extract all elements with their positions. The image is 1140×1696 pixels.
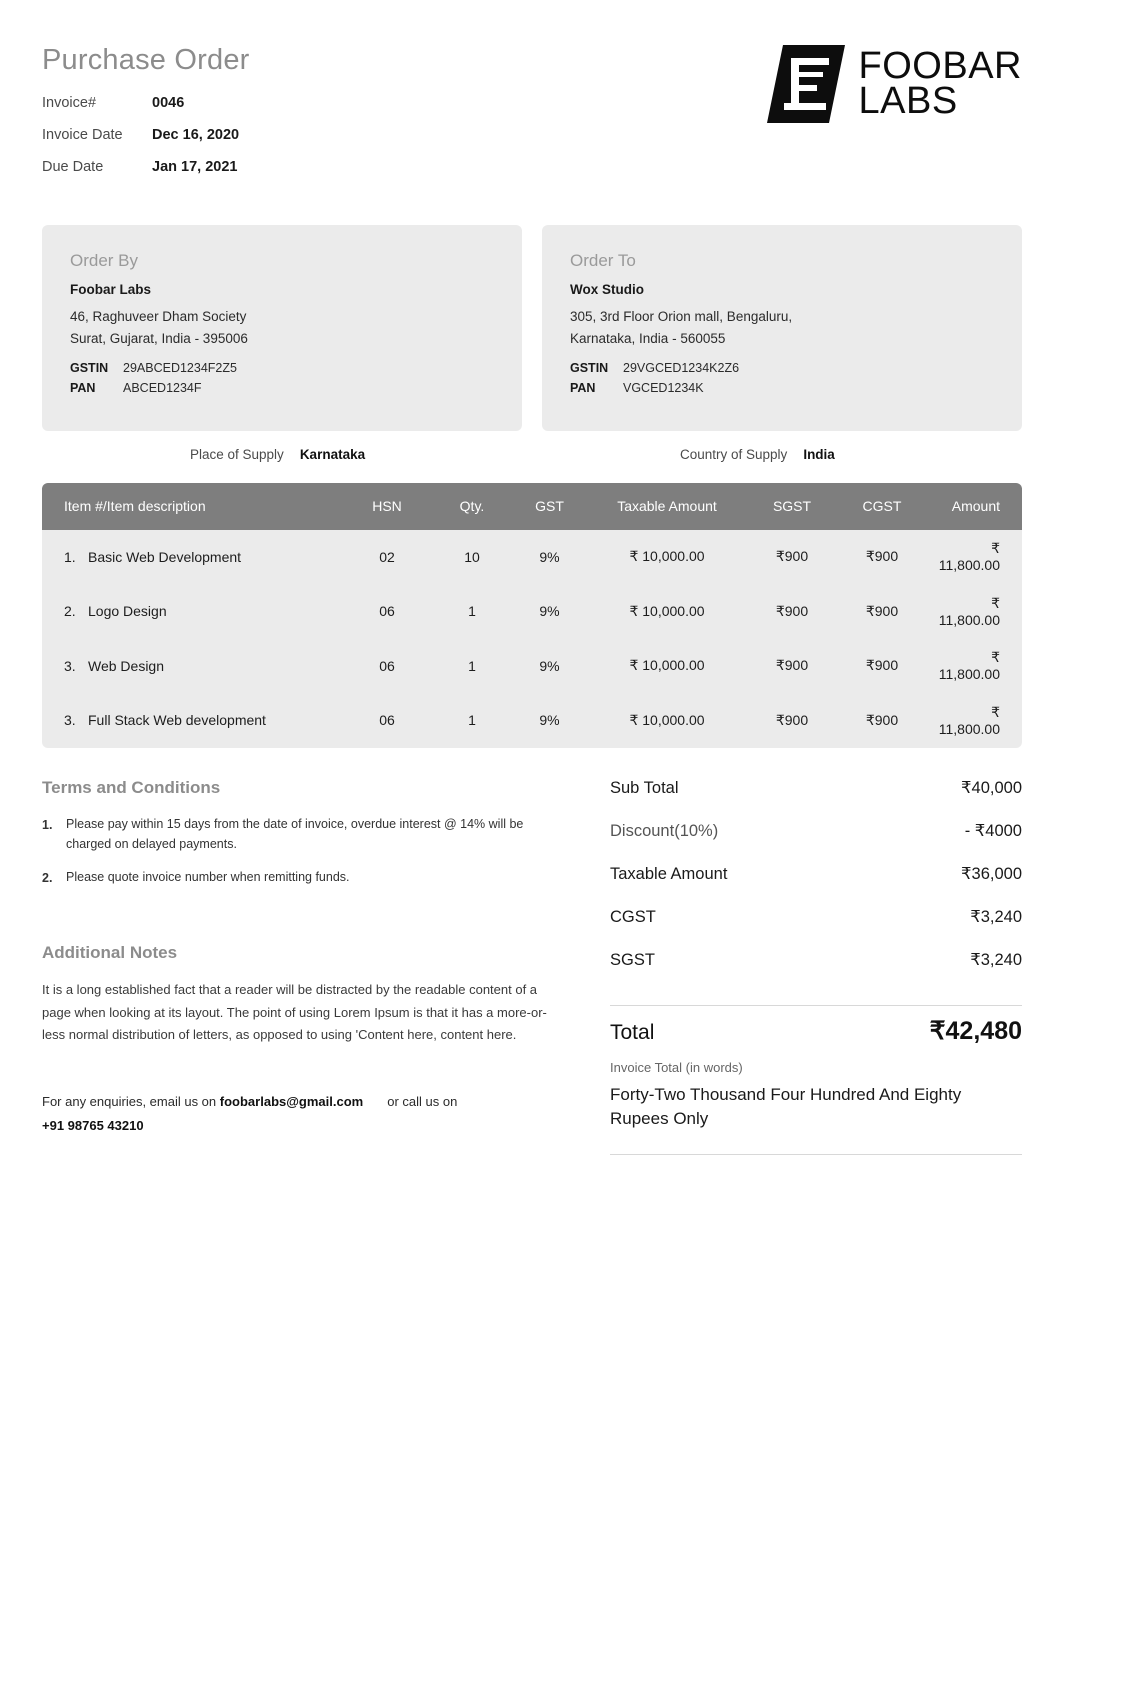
logo-wordmark bbox=[858, 45, 1022, 122]
sgst-value: ₹3,240 bbox=[970, 950, 1022, 969]
place-of-supply-label: Place of Supply bbox=[190, 446, 284, 462]
due-date-value: Jan 17, 2021 bbox=[152, 159, 238, 175]
item-description: Web Design bbox=[88, 657, 165, 674]
cell-gst: 9% bbox=[539, 603, 560, 620]
item-index: 3. bbox=[64, 657, 76, 674]
invoice-total-words-label: Invoice Total (in words) bbox=[610, 1059, 743, 1075]
column-header-description: Item #/Item description bbox=[64, 498, 206, 515]
item-index: 2. bbox=[64, 603, 76, 620]
cell-gst: 9% bbox=[539, 657, 560, 674]
cell-sgst: ₹900 bbox=[775, 657, 809, 674]
cell-cgst: ₹900 bbox=[865, 711, 899, 728]
discount-value: - ₹4000 bbox=[964, 821, 1022, 840]
taxable-amount-value: ₹36,000 bbox=[961, 864, 1022, 883]
cell-taxable: ₹ 10,000.00 bbox=[629, 711, 705, 728]
item-description: Basic Web Development bbox=[88, 548, 242, 565]
column-header-amount: Amount bbox=[951, 498, 1000, 515]
cell-amount: ₹ 11,800.00 bbox=[938, 649, 1000, 683]
column-header-hsn: HSN bbox=[372, 498, 402, 515]
taxable-amount-label: Taxable Amount bbox=[610, 864, 728, 883]
page-title: Purchase Order bbox=[42, 44, 250, 76]
invoice-number-value: 0046 bbox=[152, 95, 185, 111]
item-description: Logo Design bbox=[88, 603, 167, 620]
order-to-address-line1: 305, 3rd Floor Orion mall, Bengaluru, bbox=[570, 309, 793, 324]
grand-total-label: Total bbox=[610, 1020, 655, 1044]
cell-sgst: ₹900 bbox=[775, 602, 809, 619]
cell-sgst: ₹900 bbox=[775, 711, 809, 728]
total-row-sgst bbox=[610, 950, 1022, 993]
table-row bbox=[42, 530, 1022, 585]
company-logo bbox=[767, 45, 1022, 123]
order-to-card bbox=[542, 225, 1022, 431]
contact-phone[interactable]: +91 98765 43210 bbox=[42, 1117, 144, 1133]
contact-line bbox=[42, 1090, 562, 1137]
notes-body: It is a long established fact that a reader will be distracted by the readable content of a page when looking at its layout. The point of using Lorem Ipsum is that it has a more-or-less normal distribution of letters, as opposed to using 'Content here, content here. bbox=[42, 982, 547, 1042]
table-row bbox=[42, 584, 1022, 639]
terms-item: Please quote invoice number when remitting funds. bbox=[66, 870, 350, 885]
cell-qty: 1 bbox=[468, 603, 476, 620]
supply-row bbox=[42, 447, 1022, 469]
cell-gst: 9% bbox=[539, 548, 560, 565]
invoice-date-value: Dec 16, 2020 bbox=[152, 127, 240, 143]
cell-description bbox=[42, 658, 342, 674]
cell-taxable: ₹ 10,000.00 bbox=[629, 602, 705, 619]
order-by-heading: Order By bbox=[70, 251, 139, 270]
invoice-total-words-value: Forty-Two Thousand Four Hundred And Eighty Rupees Only bbox=[610, 1084, 962, 1129]
order-by-name: Foobar Labs bbox=[70, 282, 152, 297]
column-header-gst: GST bbox=[535, 498, 564, 515]
table-row bbox=[42, 693, 1022, 748]
foobar-f-mark-icon bbox=[767, 45, 845, 123]
sub-total-label: Sub Total bbox=[610, 778, 679, 797]
order-to-name: Wox Studio bbox=[570, 282, 644, 297]
country-of-supply bbox=[532, 447, 1022, 469]
cell-hsn: 06 bbox=[379, 603, 395, 620]
order-by-address bbox=[70, 306, 494, 351]
order-by-gstin-label: GSTIN bbox=[70, 360, 109, 375]
cell-qty: 1 bbox=[468, 657, 476, 674]
place-of-supply-value: Karnataka bbox=[299, 446, 366, 462]
cell-hsn: 06 bbox=[379, 657, 395, 674]
meta-row-invoice-date bbox=[42, 127, 1022, 149]
totals-bottom-divider bbox=[610, 1154, 1022, 1155]
order-to-pan-label: PAN bbox=[570, 380, 596, 395]
sub-total-value: ₹40,000 bbox=[961, 778, 1022, 797]
terms-item: Please pay within 15 days from the date of invoice, overdue interest @ 14% will be charged on delayed payments. bbox=[66, 816, 524, 851]
country-of-supply-label: Country of Supply bbox=[680, 446, 788, 462]
order-by-pan-label: PAN bbox=[70, 380, 96, 395]
parties-section bbox=[42, 225, 1022, 431]
cell-amount: ₹ 11,800.00 bbox=[938, 703, 1000, 737]
order-by-gstin-value: 29ABCED1234F2Z5 bbox=[123, 360, 237, 375]
column-header-sgst: SGST bbox=[772, 498, 812, 515]
cell-hsn: 02 bbox=[379, 548, 395, 565]
cell-hsn: 06 bbox=[379, 712, 395, 729]
terms-title: Terms and Conditions bbox=[42, 777, 221, 797]
order-to-address bbox=[570, 306, 994, 351]
grand-total-row bbox=[610, 1016, 1022, 1046]
place-of-supply bbox=[42, 447, 532, 469]
item-description: Full Stack Web development bbox=[88, 712, 266, 729]
document-header bbox=[42, 0, 1022, 181]
totals-column bbox=[562, 778, 1022, 1155]
order-to-gstin-value: 29VGCED1234K2Z6 bbox=[623, 360, 740, 375]
cell-qty: 1 bbox=[468, 712, 476, 729]
sgst-label: SGST bbox=[610, 950, 655, 969]
order-to-gstin-row bbox=[570, 361, 994, 375]
invoice-date-label: Invoice Date bbox=[42, 127, 123, 143]
order-by-pan-row bbox=[70, 381, 494, 395]
cell-amount: ₹ 11,800.00 bbox=[938, 594, 1000, 628]
total-row-sub-total bbox=[610, 778, 1022, 821]
logo-line-1: FOOBAR bbox=[858, 45, 1022, 88]
contact-middle: or call us on bbox=[387, 1094, 458, 1110]
order-by-address-line2: Surat, Gujarat, India - 395006 bbox=[70, 331, 248, 347]
order-by-card bbox=[42, 225, 522, 431]
cell-description bbox=[42, 603, 342, 619]
contact-email[interactable]: foobarlabs@gmail.com bbox=[219, 1094, 364, 1110]
totals-divider bbox=[610, 1005, 1022, 1006]
notes-title: Additional Notes bbox=[42, 943, 178, 963]
cell-description bbox=[42, 712, 342, 728]
cell-taxable: ₹ 10,000.00 bbox=[629, 657, 705, 674]
table-row bbox=[42, 639, 1022, 694]
cell-gst: 9% bbox=[539, 712, 560, 729]
cell-amount: ₹ 11,800.00 bbox=[938, 540, 1000, 574]
table-header-row bbox=[42, 483, 1022, 530]
cgst-value: ₹3,240 bbox=[970, 907, 1022, 926]
discount-label: Discount(10%) bbox=[610, 821, 719, 840]
grand-total-value: ₹42,480 bbox=[929, 1016, 1022, 1045]
order-to-address-line2: Karnataka, India - 560055 bbox=[570, 331, 726, 347]
logo-line-2: LABS bbox=[858, 80, 958, 122]
meta-row-due-date bbox=[42, 159, 1022, 181]
order-to-pan-row bbox=[570, 381, 994, 395]
cell-sgst: ₹900 bbox=[775, 548, 809, 565]
order-by-address-line1: 46, Raghuveer Dham Society bbox=[70, 309, 247, 324]
cell-description bbox=[42, 549, 342, 565]
order-by-gstin-row bbox=[70, 361, 494, 375]
item-index: 3. bbox=[64, 712, 76, 729]
item-index: 1. bbox=[64, 548, 76, 565]
cgst-label: CGST bbox=[610, 907, 656, 926]
cell-qty: 10 bbox=[464, 548, 480, 565]
cell-cgst: ₹900 bbox=[865, 548, 899, 565]
column-header-taxable: Taxable Amount bbox=[617, 498, 717, 515]
items-table bbox=[42, 483, 1022, 748]
order-to-pan-value: VGCED1234K bbox=[623, 380, 704, 395]
terms-list bbox=[42, 814, 562, 888]
additional-notes bbox=[42, 943, 562, 1046]
order-to-gstin-label: GSTIN bbox=[570, 360, 609, 375]
total-row-taxable-amount bbox=[610, 864, 1022, 907]
invoice-number-label: Invoice# bbox=[42, 95, 97, 111]
lower-section bbox=[42, 778, 1022, 1155]
column-header-cgst: CGST bbox=[862, 498, 902, 515]
notes-column bbox=[42, 778, 562, 1155]
cell-cgst: ₹900 bbox=[865, 657, 899, 674]
order-to-heading: Order To bbox=[570, 251, 636, 270]
country-of-supply-value: India bbox=[803, 446, 835, 462]
cell-cgst: ₹900 bbox=[865, 602, 899, 619]
column-header-qty: Qty. bbox=[459, 498, 485, 515]
contact-prefix: For any enquiries, email us on bbox=[42, 1094, 217, 1110]
order-by-pan-value: ABCED1234F bbox=[123, 380, 202, 395]
due-date-label: Due Date bbox=[42, 159, 104, 175]
total-row-cgst bbox=[610, 907, 1022, 950]
total-row-discount bbox=[610, 821, 1022, 864]
cell-taxable: ₹ 10,000.00 bbox=[629, 548, 705, 565]
